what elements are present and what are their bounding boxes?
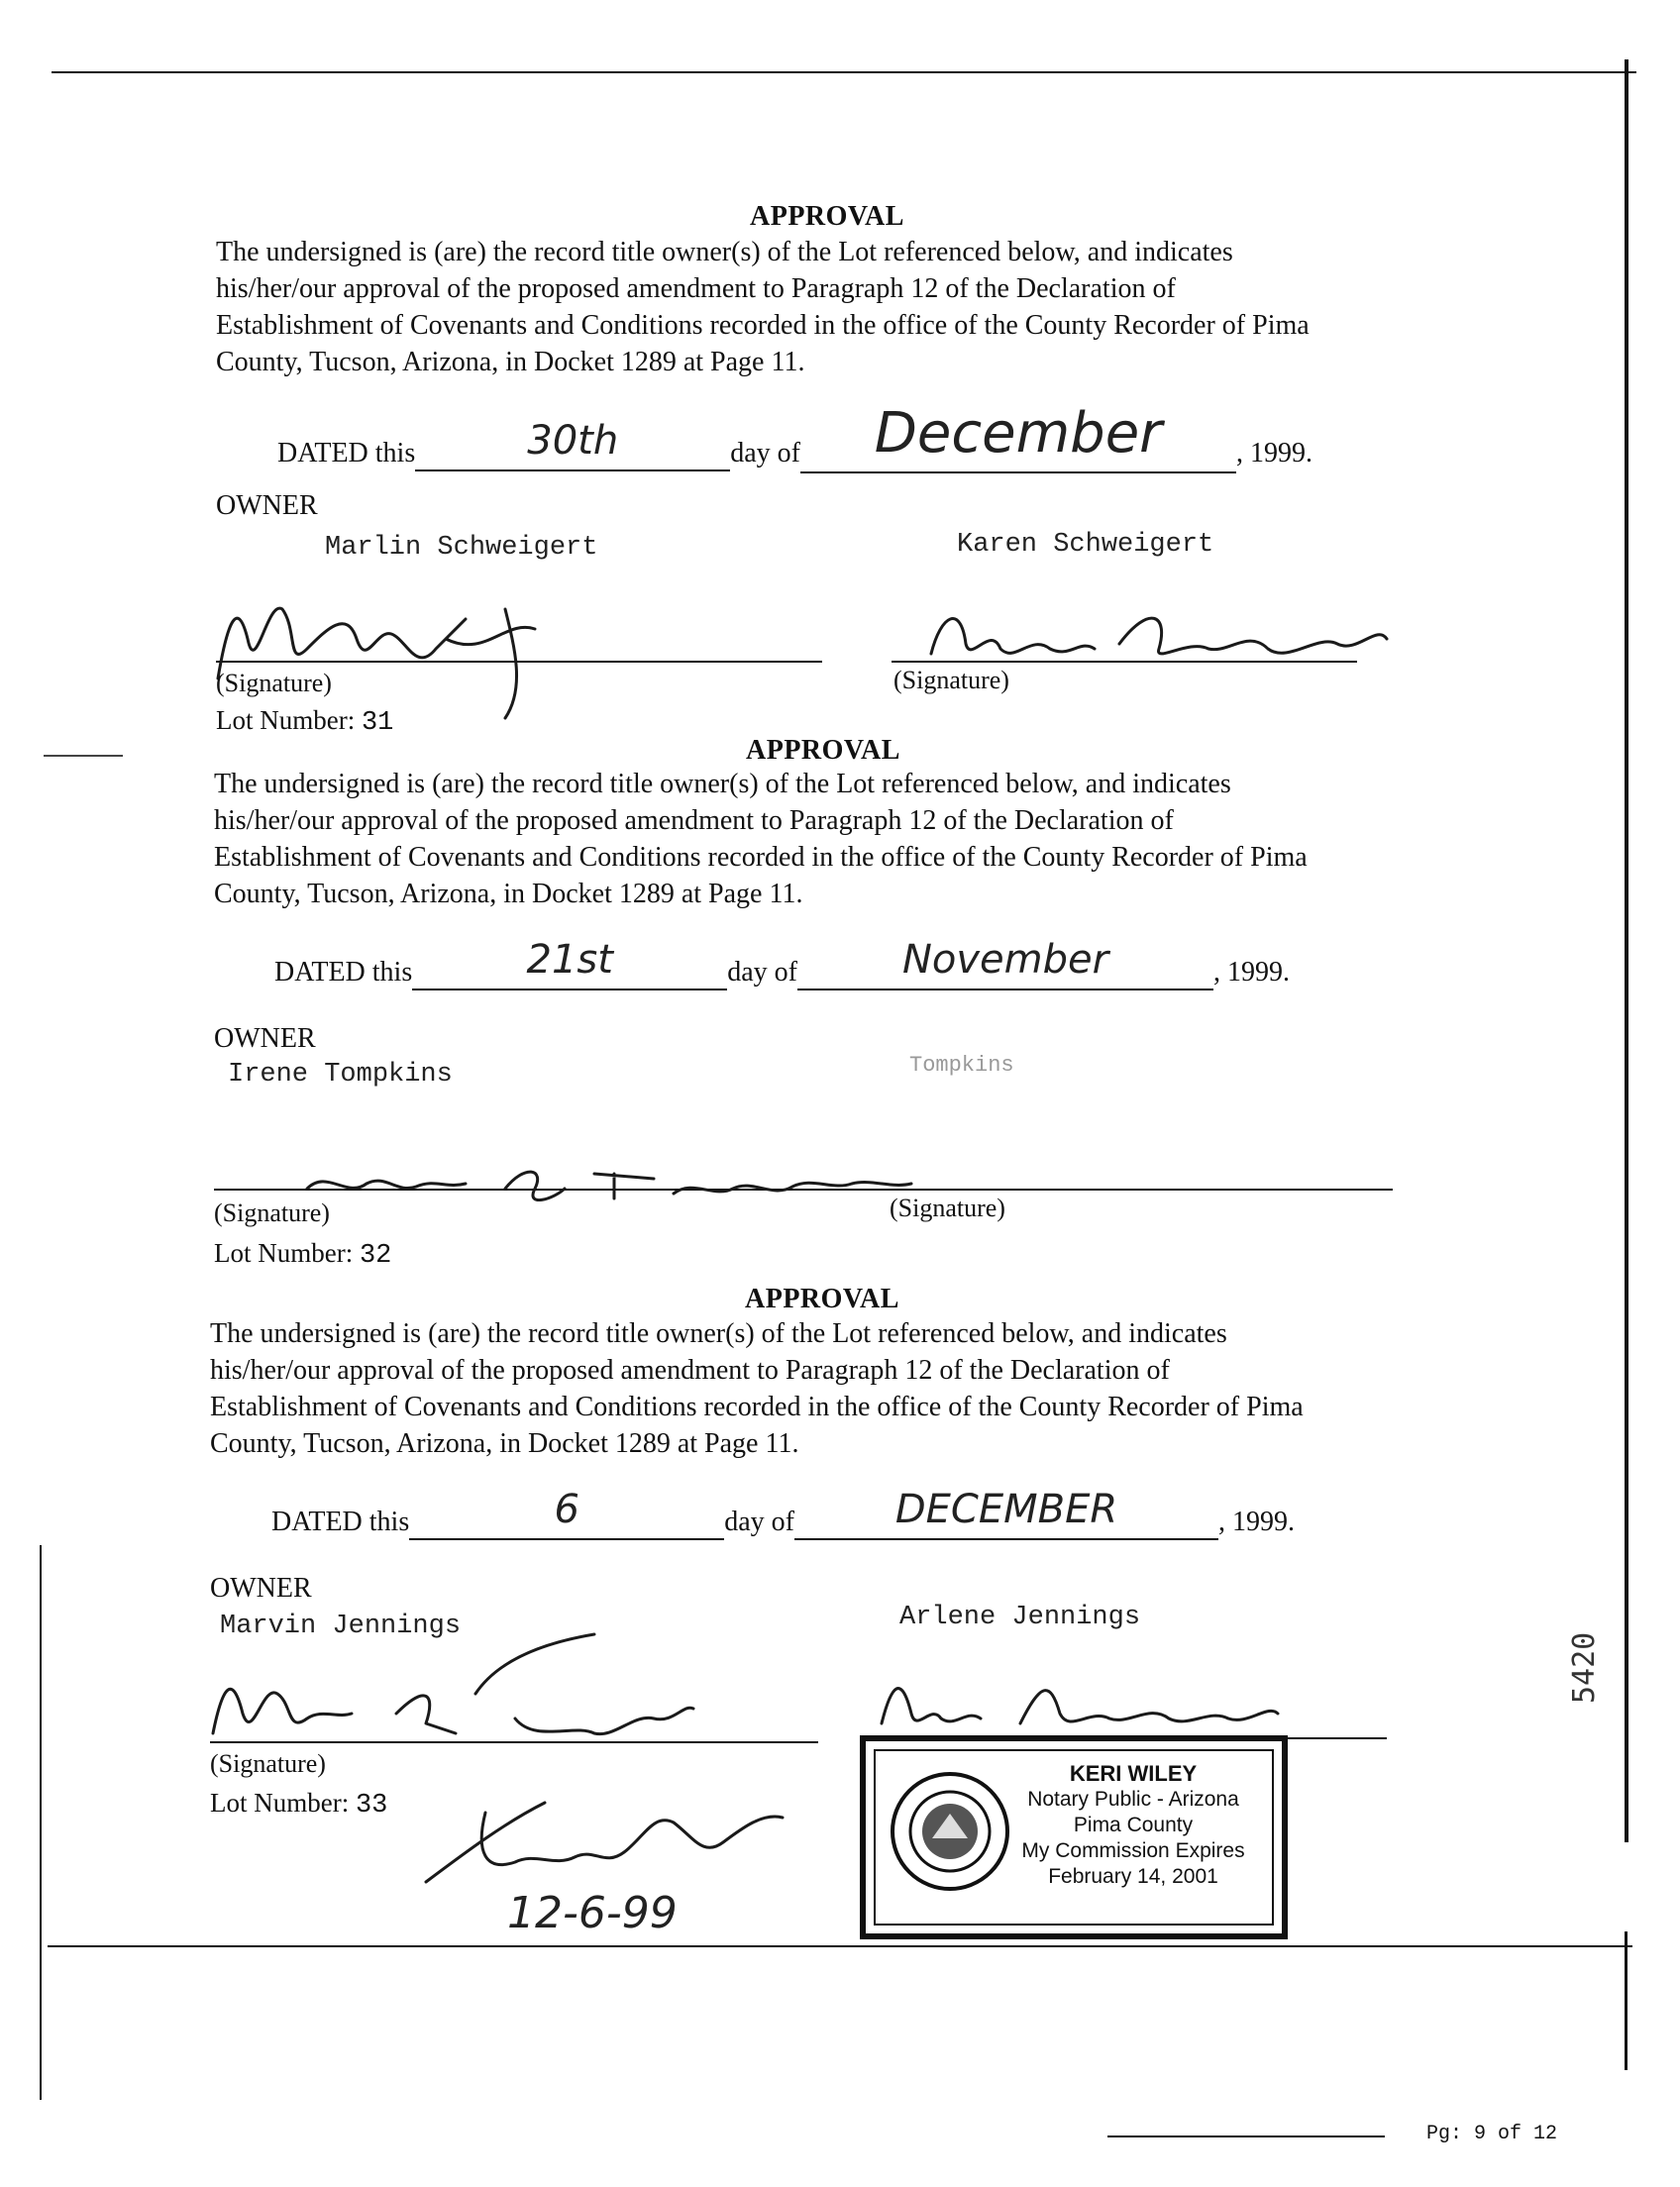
approval-heading-3: APPROVAL xyxy=(745,1284,899,1314)
state-seal-icon xyxy=(888,1769,1012,1894)
text-line: Establishment of Covenants and Conditions recorded in the office of the County Recorder of Pima xyxy=(216,310,1310,341)
owner-name-1b: Karen Schweigert xyxy=(957,530,1214,560)
year-label: , 1999. xyxy=(1218,1507,1295,1537)
dated-line-2 xyxy=(274,937,1290,990)
signature-label-2b: (Signature) xyxy=(890,1194,1005,1222)
notary-title: Notary Public - Arizona xyxy=(1027,1788,1239,1811)
dated-line-1 xyxy=(277,401,1312,473)
notary-handwritten-date: 12-6-99 xyxy=(507,1888,678,1938)
year-label: , 1999. xyxy=(1213,957,1290,988)
text-line: County, Tucson, Arizona, in Docket 1289 at Page 11. xyxy=(216,347,805,377)
page-number: Pg: 9 of 12 xyxy=(1426,2123,1558,2145)
day-field xyxy=(412,937,727,990)
text-line: County, Tucson, Arizona, in Docket 1289 at Page 11. xyxy=(214,879,803,909)
owner-name-3b: Arlene Jennings xyxy=(899,1603,1141,1632)
owner-name-2b: Tompkins xyxy=(909,1053,1014,1078)
stamp-text xyxy=(1014,1761,1252,1890)
signature-label-1b: (Signature) xyxy=(893,666,1009,694)
lot-number-1 xyxy=(216,705,393,738)
top-border-line xyxy=(52,71,1636,73)
handwritten-day: 6 xyxy=(554,1487,579,1532)
owner-label-2: OWNER xyxy=(214,1023,316,1054)
text-line: Establishment of Covenants and Conditions recorded in the office of the County Recorder of Pima xyxy=(214,842,1308,873)
dated-label: DATED this xyxy=(271,1507,410,1537)
text-line: Establishment of Covenants and Conditions recorded in the office of the County Recorder of Pima xyxy=(210,1392,1304,1422)
lot-label: Lot Number: xyxy=(216,705,356,735)
text-line: The undersigned is (are) the record title owner(s) of the Lot referenced below, and indicates xyxy=(216,237,1233,267)
notary-expiry: February 14, 2001 xyxy=(1048,1865,1218,1888)
month-field xyxy=(794,1487,1218,1540)
day-field xyxy=(415,418,730,471)
year-label: , 1999. xyxy=(1236,438,1312,469)
text-line: his/her/our approval of the proposed amendment to Paragraph 12 of the Declaration of xyxy=(210,1355,1170,1386)
bottom-border-line xyxy=(48,1945,1632,1947)
lot-value: 33 xyxy=(355,1791,388,1821)
dated-label: DATED this xyxy=(274,957,413,988)
owner-name-3a: Marvin Jennings xyxy=(220,1612,462,1641)
owner-name-2a: Irene Tompkins xyxy=(228,1060,453,1090)
day-of-label: day of xyxy=(730,438,800,469)
notary-commission: My Commission Expires xyxy=(1021,1839,1245,1862)
month-field xyxy=(797,937,1213,990)
dated-label: DATED this xyxy=(277,438,416,469)
right-border-line xyxy=(1625,59,1628,1842)
approval-text-3 xyxy=(210,1315,1478,1462)
month-field xyxy=(800,401,1236,473)
day-of-label: day of xyxy=(724,1507,794,1537)
text-line: The undersigned is (are) the record title owner(s) of the Lot referenced below, and indicates xyxy=(210,1318,1227,1349)
signature-label-1a: (Signature) xyxy=(216,669,332,697)
lot-value: 32 xyxy=(359,1241,392,1271)
owner-label-3: OWNER xyxy=(210,1573,312,1604)
handwritten-day: 30th xyxy=(527,418,619,464)
dated-line-3 xyxy=(271,1487,1295,1540)
approval-heading-2: APPROVAL xyxy=(746,735,900,766)
margin-recording-number: 5420 xyxy=(1567,1631,1602,1704)
left-margin-line xyxy=(40,1545,42,2100)
approval-text-2 xyxy=(214,766,1482,912)
signature-label-3a: (Signature) xyxy=(210,1749,326,1778)
right-lower-line xyxy=(1625,1931,1628,2070)
text-line: County, Tucson, Arizona, in Docket 1289 at Page 11. xyxy=(210,1428,799,1459)
notary-name: KERI WILEY xyxy=(1069,1761,1198,1786)
handwritten-month: December xyxy=(874,401,1163,466)
handwritten-month: November xyxy=(901,937,1109,983)
handwritten-month: DECEMBER xyxy=(894,1487,1118,1532)
approval-heading-1: APPROVAL xyxy=(750,201,904,232)
handwritten-day: 21st xyxy=(526,937,613,983)
lot-number-3 xyxy=(210,1788,387,1821)
day-of-label: day of xyxy=(727,957,797,988)
signature-label-2a: (Signature) xyxy=(214,1198,330,1227)
text-line: his/her/our approval of the proposed amendment to Paragraph 12 of the Declaration of xyxy=(214,805,1174,836)
text-line: his/her/our approval of the proposed amendment to Paragraph 12 of the Declaration of xyxy=(216,273,1176,304)
owner-label-1: OWNER xyxy=(216,490,318,521)
lot-value: 31 xyxy=(361,708,394,738)
margin-dash xyxy=(44,755,123,757)
footer-line xyxy=(1107,2135,1385,2137)
notary-stamp xyxy=(860,1735,1288,1939)
notary-county: Pima County xyxy=(1073,1814,1194,1836)
owner-name-1a: Marlin Schweigert xyxy=(325,533,598,563)
day-field xyxy=(409,1487,724,1540)
signature-scribble-3b xyxy=(872,1664,1288,1743)
signature-scribble-2a xyxy=(297,1149,931,1218)
approval-text-1 xyxy=(216,234,1484,380)
notary-signature-scribble xyxy=(406,1783,822,1902)
text-line: The undersigned is (are) the record title owner(s) of the Lot referenced below, and indicates xyxy=(214,769,1231,799)
lot-number-2 xyxy=(214,1238,391,1271)
lot-label: Lot Number: xyxy=(214,1238,354,1268)
lot-label: Lot Number: xyxy=(210,1788,350,1818)
